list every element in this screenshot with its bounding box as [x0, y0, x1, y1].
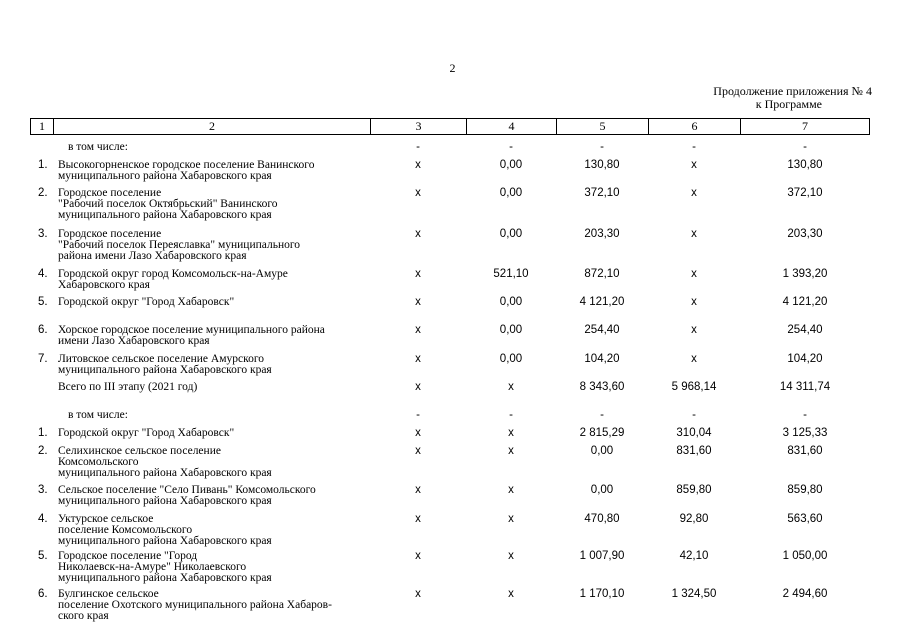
cell-col4: 0,00: [499, 353, 523, 365]
row-name: Всего по III этапу (2021 год): [58, 381, 198, 393]
row-name: Городское поселение "Город Николаевск-на-Амуре" Николаевского муниципального района Хабаровского края: [58, 550, 272, 584]
cell-col5: 1 170,10: [579, 588, 625, 600]
cell-col6: x: [691, 159, 697, 171]
cell-col3: -: [416, 409, 420, 421]
cell-col6: x: [691, 228, 697, 240]
cell-col3: x: [415, 550, 421, 562]
cell-col4: 521,10: [493, 268, 529, 280]
cell-col4: 0,00: [499, 324, 523, 336]
col-header-5: 5: [557, 119, 649, 135]
row-name: Литовское сельское поселение Амурского муниципального района Хабаровского края: [58, 353, 272, 376]
column-number-header: [30, 118, 870, 135]
cell-col6: x: [691, 353, 697, 365]
col-header-6: 6: [649, 119, 741, 135]
cell-col7: 104,20: [787, 353, 823, 365]
cell-col7: 203,30: [787, 228, 823, 240]
row-name: Уктурское сельское поселение Комсомольского муниципального района Хабаровского края: [58, 513, 272, 547]
appendix-note-line2: к Программе: [755, 97, 822, 111]
cell-col5: 254,40: [584, 324, 620, 336]
cell-col5: 203,30: [584, 228, 620, 240]
cell-col5: 372,10: [584, 187, 620, 199]
cell-col4: x: [508, 550, 514, 562]
cell-col5: 4 121,20: [579, 296, 625, 308]
appendix-note: [713, 85, 872, 111]
row-number: 3.: [38, 484, 48, 496]
cell-col6: -: [692, 141, 696, 153]
row-number: 2.: [38, 445, 48, 457]
cell-col6: 310,04: [676, 427, 712, 439]
row-number: 1.: [38, 159, 48, 171]
row-number: 4.: [38, 513, 48, 525]
cell-col6: x: [691, 296, 697, 308]
cell-col4: -: [509, 141, 513, 153]
row-name: Булгинское сельское поселение Охотского муниципального района Хабаров- ского края: [58, 588, 332, 622]
cell-col7: 2 494,60: [782, 588, 828, 600]
cell-col5: -: [600, 409, 604, 421]
row-name: Городской округ "Город Хабаровск": [58, 427, 235, 439]
cell-col7: 563,60: [787, 513, 823, 525]
cell-col4: x: [508, 381, 514, 393]
cell-col3: x: [415, 296, 421, 308]
cell-col7: 130,80: [787, 159, 823, 171]
row-number: 5.: [38, 550, 48, 562]
cell-col5: 8 343,60: [579, 381, 625, 393]
cell-col5: -: [600, 141, 604, 153]
cell-col4: x: [508, 445, 514, 457]
cell-col4: x: [508, 513, 514, 525]
row-number: 5.: [38, 296, 48, 308]
cell-col3: x: [415, 427, 421, 439]
cell-col5: 872,10: [584, 268, 620, 280]
cell-col3: -: [416, 141, 420, 153]
cell-col4: x: [508, 427, 514, 439]
cell-col3: x: [415, 484, 421, 496]
cell-col5: 130,80: [584, 159, 620, 171]
cell-col5: 0,00: [590, 484, 614, 496]
cell-col7: 1 393,20: [782, 268, 828, 280]
cell-col7: 4 121,20: [782, 296, 828, 308]
cell-col6: 5 968,14: [671, 381, 717, 393]
row-number: 6.: [38, 324, 48, 336]
col-header-2: 2: [54, 119, 371, 135]
row-number: 7.: [38, 353, 48, 365]
col-header-7: 7: [741, 119, 870, 135]
cell-col7: 859,80: [787, 484, 823, 496]
cell-col5: 1 007,90: [579, 550, 625, 562]
row-number: 3.: [38, 228, 48, 240]
row-name: Высокогорненское городское поселение Ванинского муниципального района Хабаровского края: [58, 159, 315, 182]
cell-col4: -: [509, 409, 513, 421]
cell-col3: x: [415, 513, 421, 525]
cell-col4: x: [508, 484, 514, 496]
cell-col3: x: [415, 268, 421, 280]
col-header-4: 4: [467, 119, 557, 135]
cell-col5: 470,80: [584, 513, 620, 525]
row-name: Городской округ "Город Хабаровск": [58, 296, 235, 308]
cell-col7: 831,60: [787, 445, 823, 457]
cell-col7: 3 125,33: [782, 427, 828, 439]
cell-col3: x: [415, 228, 421, 240]
cell-col7: -: [803, 141, 807, 153]
cell-col4: 0,00: [499, 228, 523, 240]
cell-col7: -: [803, 409, 807, 421]
cell-col6: x: [691, 324, 697, 336]
row-name: в том числе:: [68, 409, 128, 421]
cell-col4: 0,00: [499, 159, 523, 171]
cell-col6: 859,80: [676, 484, 712, 496]
cell-col3: x: [415, 445, 421, 457]
row-name: Сельское поселение "Село Пивань" Комсомольского муниципального района Хабаровского края: [58, 484, 316, 507]
cell-col3: x: [415, 159, 421, 171]
cell-col5: 0,00: [590, 445, 614, 457]
row-name: в том числе:: [68, 141, 128, 153]
row-number: 1.: [38, 427, 48, 439]
cell-col6: 831,60: [676, 445, 712, 457]
cell-col3: x: [415, 588, 421, 600]
cell-col4: 0,00: [499, 187, 523, 199]
row-number: 2.: [38, 187, 48, 199]
col-header-3: 3: [371, 119, 467, 135]
row-name: Городское поселение "Рабочий поселок Переяславка" муниципального района имени Лазо Хабаровского края: [58, 228, 301, 262]
cell-col4: x: [508, 588, 514, 600]
cell-col3: x: [415, 381, 421, 393]
cell-col3: x: [415, 187, 421, 199]
row-number: 4.: [38, 268, 48, 280]
row-number: 6.: [38, 588, 48, 600]
row-name: Хорское городское поселение муниципального района имени Лазо Хабаровского края: [58, 324, 325, 347]
cell-col3: x: [415, 324, 421, 336]
cell-col4: 0,00: [499, 296, 523, 308]
cell-col6: 1 324,50: [671, 588, 717, 600]
row-name: Городское поселение "Рабочий поселок Октябрьский" Ванинского муниципального района Хабаровского края: [58, 187, 278, 221]
appendix-note-line1: Продолжение приложения № 4: [713, 84, 872, 98]
cell-col7: 254,40: [787, 324, 823, 336]
cell-col7: 1 050,00: [782, 550, 828, 562]
cell-col5: 2 815,29: [579, 427, 625, 439]
cell-col6: x: [691, 268, 697, 280]
page-number: 2: [449, 61, 456, 75]
cell-col5: 104,20: [584, 353, 620, 365]
row-name: Селихинское сельское поселение Комсомольского муниципального района Хабаровского края: [58, 445, 272, 479]
cell-col3: x: [415, 353, 421, 365]
cell-col6: 42,10: [679, 550, 709, 562]
cell-col6: 92,80: [679, 513, 709, 525]
cell-col6: x: [691, 187, 697, 199]
cell-col6: -: [692, 409, 696, 421]
cell-col7: 14 311,74: [779, 381, 831, 393]
col-header-1: 1: [31, 119, 54, 135]
cell-col7: 372,10: [787, 187, 823, 199]
row-name: Городской округ город Комсомольск-на-Амуре Хабаровского края: [58, 268, 288, 291]
